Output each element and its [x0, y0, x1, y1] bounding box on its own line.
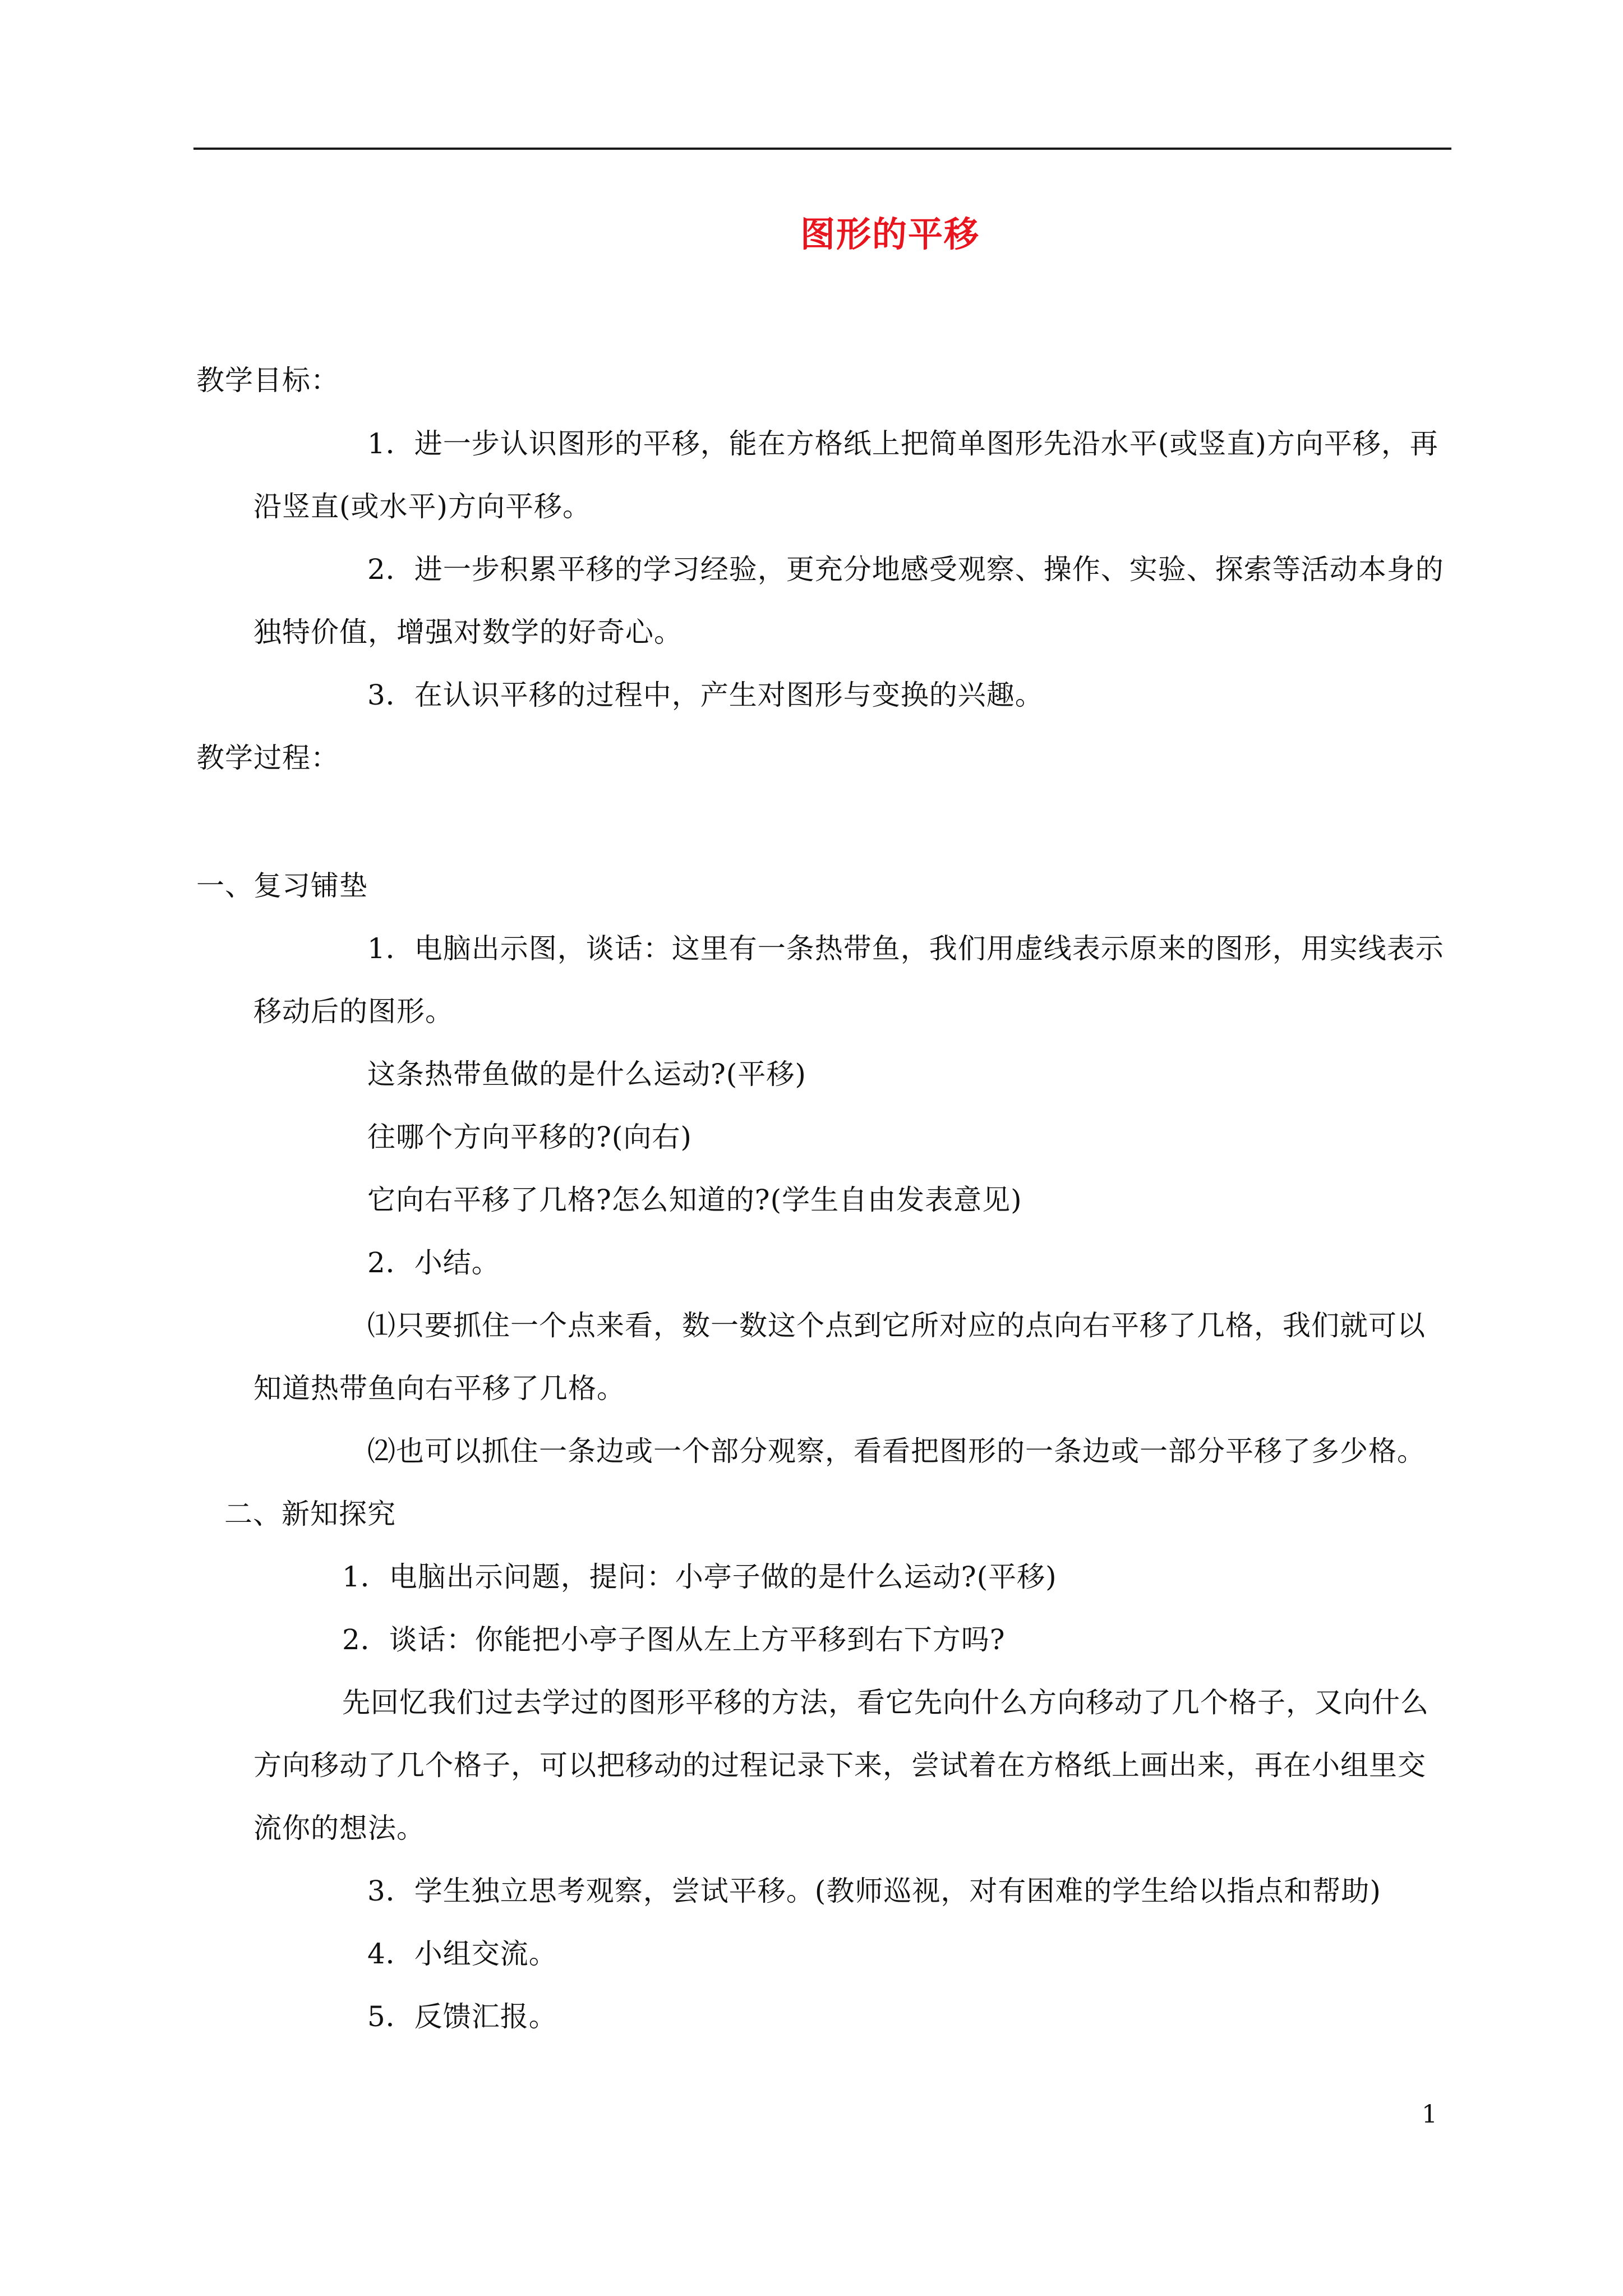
part1-item1-line2: 移动后的图形。	[253, 995, 454, 1028]
header-rule	[193, 148, 1451, 150]
summary-2: ⑵也可以抓住一条边或一个部分观察，看看把图形的一条边或一部分平移了多少格。	[367, 1435, 1426, 1467]
part1-question-2: 往哪个方向平移的?(向右)	[367, 1121, 692, 1153]
part2-item4: 4．小组交流。	[367, 1938, 557, 1970]
part2-para-line3: 流你的想法。	[253, 1812, 425, 1844]
goal-2-line-1: 2．进一步积累平移的学习经验，更充分地感受观察、操作、实验、探索等活动本身的	[367, 553, 1444, 586]
goal-1-line-2: 沿竖直(或水平)方向平移。	[253, 490, 592, 523]
part2-item5: 5．反馈汇报。	[367, 2000, 557, 2033]
part2-item2: 2．谈话：你能把小亭子图从左上方平移到右下方吗?	[342, 1623, 1006, 1656]
part2-para-line1: 先回忆我们过去学过的图形平移的方法，看它先向什么方向移动了几个格子，又向什么	[342, 1686, 1429, 1719]
part2-item1: 1．电脑出示问题，提问：小亭子做的是什么运动?(平移)	[342, 1561, 1057, 1593]
part1-item2: 2．小结。	[367, 1246, 500, 1279]
part1-item1-line1: 1．电脑出示图，谈话：这里有一条热带鱼，我们用虚线表示原来的图形，用实线表示	[367, 932, 1444, 965]
goals-heading: 教学目标：	[196, 364, 339, 397]
process-heading: 教学过程：	[196, 742, 339, 774]
part1-heading: 一、复习铺垫	[196, 869, 368, 902]
page-title: 图形的平移	[800, 214, 980, 255]
part2-heading: 二、新知探究	[224, 1498, 396, 1530]
summary-1-line2: 知道热带鱼向右平移了几格。	[253, 1372, 625, 1405]
part2-item3: 3．学生独立思考观察，尝试平移。(教师巡视，对有困难的学生给以指点和帮助)	[367, 1875, 1381, 1907]
goal-2-line-2: 独特价值，增强对数学的好奇心。	[253, 616, 683, 648]
goal-1-line-1: 1．进一步认识图形的平移，能在方格纸上把简单图形先沿水平(或竖直)方向平移，再	[367, 427, 1438, 460]
part1-question-1: 这条热带鱼做的是什么运动?(平移)	[367, 1058, 806, 1091]
summary-1-line1: ⑴只要抓住一个点来看，数一数这个点到它所对应的点向右平移了几格，我们就可以	[367, 1309, 1426, 1342]
part2-para-line2: 方向移动了几个格子，可以把移动的过程记录下来，尝试着在方格纸上画出来，再在小组里交	[253, 1749, 1426, 1782]
part1-question-3: 它向右平移了几格?怎么知道的?(学生自由发表意见)	[367, 1184, 1022, 1216]
page-number: 1	[1422, 2100, 1437, 2129]
goal-3: 3．在认识平移的过程中，产生对图形与变换的兴趣。	[367, 679, 1044, 711]
